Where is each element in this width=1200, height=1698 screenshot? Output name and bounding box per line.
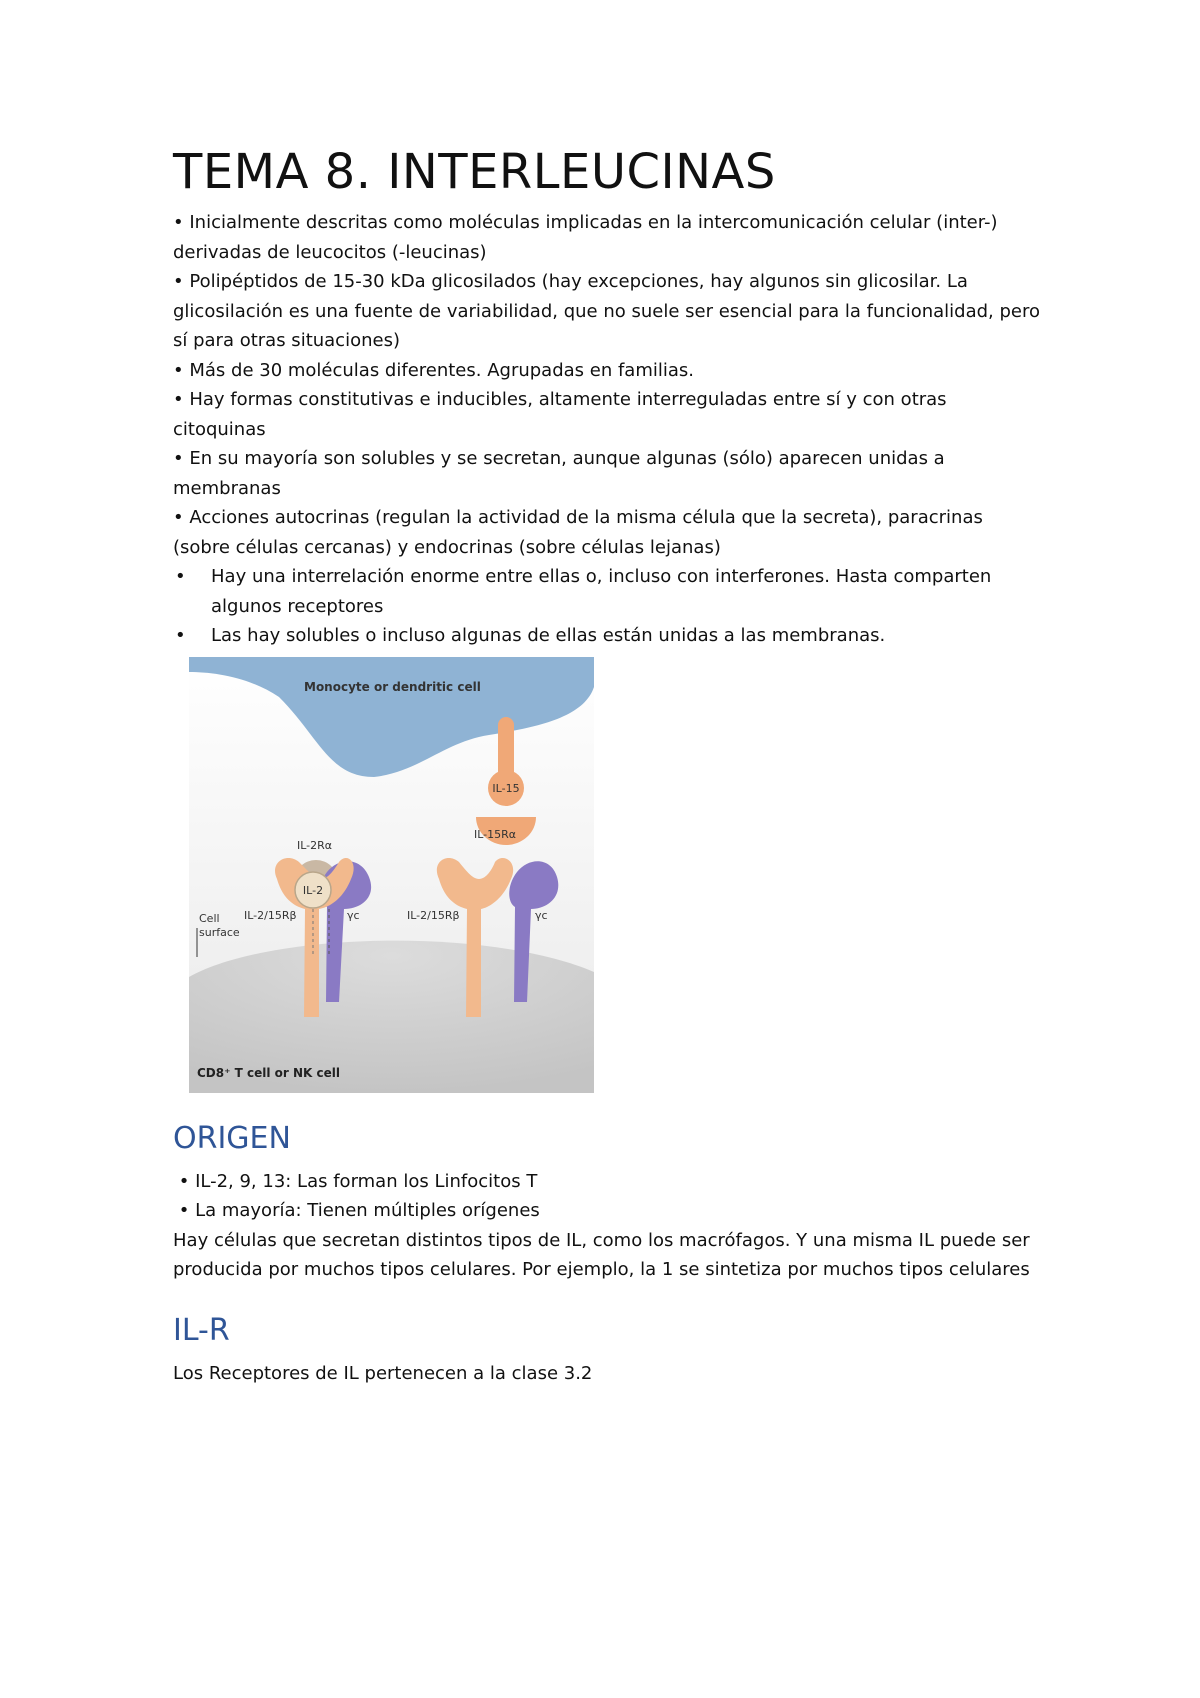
bullet-paragraph: • IL-2, 9, 13: Las forman los Linfocitos T bbox=[173, 1170, 538, 1192]
bottom-cell-label: CD8⁺ T cell or NK cell bbox=[197, 1065, 340, 1080]
section-heading-ilr: IL-R bbox=[173, 1312, 230, 1348]
section-heading-origen: ORIGEN bbox=[173, 1120, 291, 1156]
il2-label: IL-2 bbox=[302, 883, 324, 897]
bullet-icon: • bbox=[175, 625, 186, 646]
bullet-paragraph: • Acciones autocrinas (regulan la actividad de la misma célula que la secreta), paracrinas (sobre células cercanas) y endocrinas (sobre células lejanas) bbox=[173, 507, 983, 558]
bullet-paragraph: • Polipéptidos de 15-30 kDa glicosilados (hay excepciones, hay algunos sin glicosilar. La glicosilación es una fuente de variabilidad, que no suele ser esencial para la funcionalidad, pero sí para otras situaciones) bbox=[173, 271, 1040, 351]
beta-right-label: IL-2/15Rβ bbox=[407, 908, 460, 922]
gamma-right-label: γc bbox=[535, 908, 548, 922]
il15ra-label: IL-15Rα bbox=[474, 827, 517, 841]
monocyte-label: Monocyte or dendritic cell bbox=[304, 679, 481, 694]
document-page bbox=[173, 140, 1043, 1388]
list-item: • Hay una interrelación enorme entre ellas o, incluso con interferones. Hasta comparten algunos receptores bbox=[173, 562, 1043, 621]
list-item: • Las hay solubles o incluso algunas de ellas están unidas a las membranas. bbox=[173, 621, 1043, 651]
gamma-left-label: γc bbox=[347, 908, 360, 922]
il15-label: IL-15 bbox=[492, 781, 520, 795]
bullet-paragraph: • Hay formas constitutivas e inducibles, altamente interreguladas entre sí y con otras citoquinas bbox=[173, 389, 947, 440]
bullet-paragraph: • En su mayoría son solubles y se secretan, aunque algunas (sólo) aparecen unidas a membranas bbox=[173, 448, 945, 499]
il2ra-label: IL-2Rα bbox=[297, 838, 333, 852]
page-title: TEMA 8. INTERLEUCINAS bbox=[173, 144, 776, 200]
origen-paragraph: Hay células que secretan distintos tipos de IL, como los macrófagos. Y una misma IL puede ser producida por muchos tipos celulares. Por ejemplo, la 1 se sintetiza por muchos tipos celulares bbox=[173, 1229, 1030, 1280]
ilr-paragraph: Los Receptores de IL pertenecen a la clase 3.2 bbox=[173, 1362, 593, 1384]
bullet-paragraph: • Inicialmente descritas como moléculas implicadas en la intercomunicación celular (inter-) derivadas de leucocitos (-leucinas) bbox=[173, 212, 998, 263]
interleukin-receptor-figure bbox=[189, 657, 594, 1093]
cell-surface-label-1: Cell bbox=[199, 911, 220, 925]
bullet-paragraph: • La mayoría: Tienen múltiples orígenes bbox=[173, 1200, 540, 1221]
cell-surface-label-2: surface bbox=[199, 925, 240, 939]
bullet-list bbox=[173, 562, 1043, 651]
bullet-icon: • bbox=[175, 566, 186, 587]
receptor-diagram bbox=[189, 657, 594, 1093]
bullet-paragraph: • Más de 30 moléculas diferentes. Agrupadas en familias. bbox=[173, 359, 695, 381]
beta-left-label: IL-2/15Rβ bbox=[244, 908, 297, 922]
intro-bullets bbox=[173, 208, 1043, 562]
